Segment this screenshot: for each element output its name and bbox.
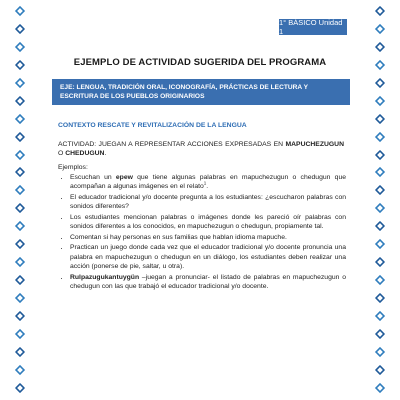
activity-language-1: MAPUCHEZUGUN	[285, 141, 344, 148]
mapuche-motif-icon	[372, 60, 388, 71]
mapuche-motif-icon	[12, 167, 28, 178]
section-heading: CONTEXTO RESCATE Y REVITALIZACIÓN DE LA LENGUA	[58, 122, 247, 129]
list-item	[70, 273, 346, 291]
list-item-text: Practican un juego donde cada vez que el educador tradicional y/o docente pronuncia una palabra en mapuchezugun o chedugun en un diálogo, los estudiantes deben realizar una acción (ponerse de pie, saltar, u otra).	[70, 244, 346, 270]
mapuche-motif-icon	[372, 365, 388, 376]
list-item-text: .	[206, 183, 209, 191]
mapuche-motif-icon	[372, 6, 388, 17]
mapuche-motif-icon	[372, 347, 388, 358]
mapuche-motif-icon	[372, 311, 388, 322]
list-item-bold-term: Rulpazugukantuygün	[70, 273, 140, 281]
mapuche-motif-icon	[372, 257, 388, 268]
page-title: EJEMPLO DE ACTIVIDAD SUGERIDA DEL PROGRAMA	[73, 57, 327, 68]
axis-banner: EJE: LENGUA, TRADICIÓN ORAL, ICONOGRAFÍA, PRÁCTICAS DE LECTURA Y ESCRITURA DE LOS PUEBLOS ORIGINARIOS	[52, 79, 350, 105]
activity-end: .	[104, 150, 107, 157]
mapuche-motif-icon	[372, 221, 388, 232]
mapuche-motif-icon	[372, 293, 388, 304]
mapuche-motif-icon	[372, 329, 388, 340]
activity-prefix: ACTIVIDAD: JUEGAN A REPRESENTAR ACCIONES EXPRESADAS EN	[58, 141, 286, 148]
mapuche-motif-icon	[12, 221, 28, 232]
mapuche-motif-icon	[12, 347, 28, 358]
mapuche-motif-icon	[372, 96, 388, 107]
mapuche-motif-icon	[12, 383, 28, 394]
examples-list	[58, 173, 346, 292]
mapuche-motif-icon	[12, 311, 28, 322]
mapuche-motif-icon	[12, 132, 28, 143]
mapuche-motif-icon	[12, 257, 28, 268]
left-decorative-border	[5, 0, 35, 400]
list-item-text: El educador tradicional y/o docente pregunta a los estudiantes: ¿escucharon palabras con sonidos diferentes?	[70, 193, 346, 211]
list-item	[70, 193, 346, 211]
mapuche-motif-icon	[12, 150, 28, 161]
mapuche-motif-icon	[12, 239, 28, 250]
activity-connector: O	[58, 150, 66, 157]
mapuche-motif-icon	[372, 167, 388, 178]
mapuche-motif-icon	[12, 185, 28, 196]
mapuche-motif-icon	[12, 293, 28, 304]
mapuche-motif-icon	[372, 239, 388, 250]
mapuche-motif-icon	[12, 365, 28, 376]
mapuche-motif-icon	[372, 24, 388, 35]
mapuche-motif-icon	[372, 203, 388, 214]
mapuche-motif-icon	[12, 78, 28, 89]
activity-language-2: CHEDUGUN	[65, 150, 105, 157]
mapuche-motif-icon	[12, 42, 28, 53]
mapuche-motif-icon	[372, 383, 388, 394]
right-decorative-border	[365, 0, 395, 400]
mapuche-motif-icon	[372, 78, 388, 89]
list-item	[70, 213, 346, 231]
footnote-marker[interactable]: 1	[203, 180, 207, 186]
mapuche-motif-icon	[372, 114, 388, 125]
activity-statement	[58, 140, 344, 158]
grade-unit-badge: 1° BÁSICO Unidad 1	[279, 19, 347, 35]
list-item	[70, 243, 346, 271]
list-item-text: que tiene algunas palabras en mapuchezugun o chedugun que acompañan a algunas imágenes en el relato	[70, 174, 346, 191]
mapuche-motif-icon	[372, 185, 388, 196]
mapuche-motif-icon	[12, 275, 28, 286]
mapuche-motif-icon	[12, 60, 28, 71]
list-item-text: Comentan si hay personas en sus familias que hablan idioma mapuche.	[70, 233, 287, 241]
list-item-bold-term: epew	[115, 174, 133, 181]
mapuche-motif-icon	[372, 42, 388, 53]
list-item	[70, 233, 346, 242]
mapuche-motif-icon	[372, 275, 388, 286]
mapuche-motif-icon	[12, 114, 28, 125]
mapuche-motif-icon	[12, 24, 28, 35]
mapuche-motif-icon	[372, 132, 388, 143]
mapuche-motif-icon	[12, 96, 28, 107]
list-item-text: Escuchan un	[70, 174, 116, 181]
list-item-text: Los estudiantes mencionan palabras o imágenes donde les pareció oír palabras con sonidos diferentes a los conocidos, en mapuchezugun o chedugun, propiamente tal.	[70, 213, 346, 231]
mapuche-motif-icon	[12, 6, 28, 17]
mapuche-motif-icon	[12, 203, 28, 214]
mapuche-motif-icon	[12, 329, 28, 340]
mapuche-motif-icon	[372, 150, 388, 161]
list-item	[70, 173, 346, 191]
list-item-text: –juegan a pronunciar- el listado de palabras en mapuchezugun o chedugun con las que trabajó el educador tradicional y/o docente.	[70, 273, 346, 290]
examples-label: Ejemplos:	[58, 164, 88, 171]
